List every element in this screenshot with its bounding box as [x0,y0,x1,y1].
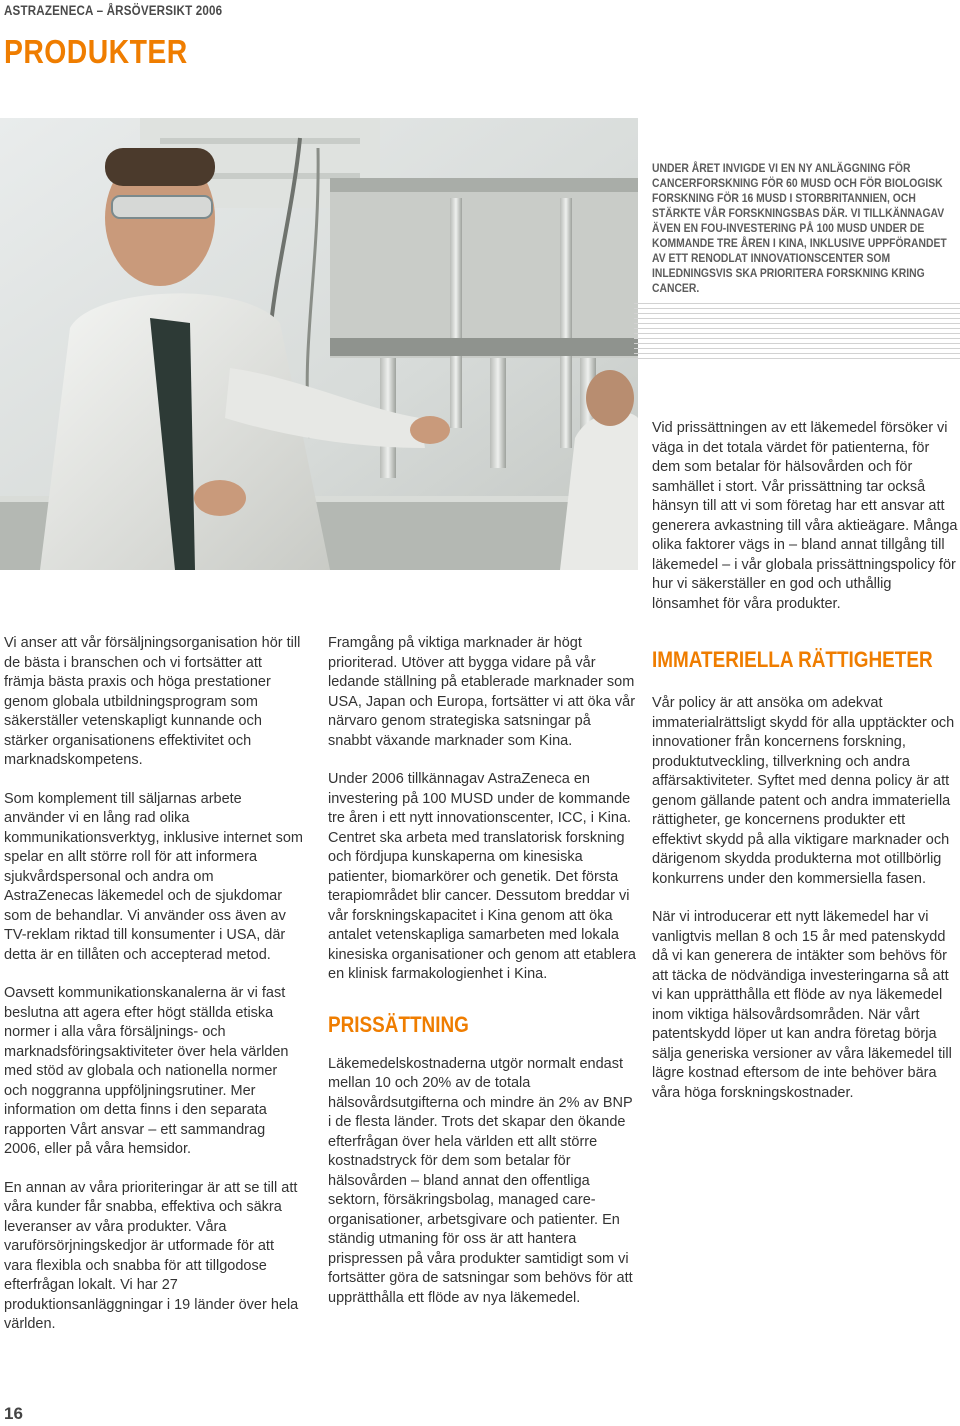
lab-photo [0,118,638,570]
page-title: PRODUKTER [4,33,188,70]
paragraph: När vi introducerar ett nytt läkemedel har vi vanligtvis mellan 8 och 15 år med patenskydd då vi kan generera de intäkter som behövs för att täcka de nödvändiga investeringarna så att vi kan upprätthålla ett flöde av nya läkemedel inom viktiga hälsovårdsområden. När vårt patentskydd löper ut kan andra företag börja sälja generiska versioner av våra läkemedel till lägre kostnad eftersom de inte behöver bära våra höga forskningskostnader. [652,909,952,1101]
middle-column [328,634,636,1327]
paragraph: Vår policy är att ansöka om adekvat immaterialrättsligt skydd för alla upptäckter och innovationer från koncernens forskning, produktutveckling, tillverkning och andra affärsaktiviteter. Syftet med denna policy är att genom gällande patent och andra immateriella rättigheter, ge koncernens produkter ett effektivt skydd på alla viktigare marknader och därigenom skydda produkterna mot otillbörlig konkurrens under den kommersiella fasen. [652,695,955,887]
paragraph: Läkemedelskostnaderna utgör normalt endast mellan 10 och 20% av de totala hälsovårdsutgifterna och mindre än 2% av BNP i de flesta länder. Trots det skapar den ökande efterfrågan över hela världen ett allt större kostnadstryck för dem som betalar för hälsovården – bland annat den offentliga sektorn, försäkringsbolag, managed care-organisationer, arbetsgivare och patienter. En ständig utmaning för oss är att hantera prispressen på våra produkter samtidigt som vi fortsätter göra de satsningar som behövs för att upprätthålla ett flöde av nya läkemedel. [328,1055,633,1306]
section-heading-immateriella-rattigheter: IMMATERIELLA RÄTTIGHETER [652,647,933,672]
pricing-intro-paragraph: Vid prissättningen av ett läkemedel försöker vi väga in det totala värdet för patienterna, för dem som betalar för hälsovården och för samhället i stort. Vår prissättning tar också hänsyn till att vi som företag har ett ansvar att generera avkastning till våra aktieägare. Många olika faktorer vägs in – bland annat tillgång till läkemedel – i vår globala prissättningspolicy för hur vi säkerställer en god och uthållig lönsamhet för våra produkter. [652,420,958,612]
running-header: ASTRAZENECA – ÅRSÖVERSIKT 2006 [4,3,223,18]
paragraph: Under 2006 tillkännagav AstraZeneca en investering på 100 MUSD under de kommande tre åren i ett nytt innovationscenter, ICC, i Kina. Centret ska arbeta med translatorisk forskning och fördjupa kunskaperna om kinesiska patienter, biomarkörer och genetik. Det första terapiområdet blir cancer. Dessutom breddar vi vår forskningskapacitet i Kina genom att öka antalet vetenskapliga samarbeten med lokala kinesiska organisationer och genom att etablera en klinisk farmakologienhet i Kina. [328,771,636,982]
decorative-rules [634,303,960,365]
paragraph: Som komplement till säljarnas arbete använder vi en lång rad olika kommunikationsverktyg, inklusive internet som spelar en allt större roll för att informera sjukvårdspersonal och andra om AstraZenecas läkemedel och de sjukdomar som de behandlar. Vi använder oss även av TV-reklam riktad till konsumenter i USA, där detta är en tillåten och accepterad metod. [4,790,303,963]
paragraph: Vi anser att vår försäljningsorganisation hör till de bästa i branschen och vi fortsätter att främja bästa praxis och höga prestationer genom globala utbildningsprogram som säkerställer vetenskapligt kunnande och stärker organisationens effektivitet och marknadskompetens. [4,635,301,768]
section-heading-prissattning: PRISSÄTTNING [328,1011,469,1037]
photo-caption: UNDER ÅRET INVIGDE VI EN NY ANLÄGGNING FÖR CANCERFORSKNING FÖR 60 MUSD OCH FÖR BIOLOGISK FORSKNING FÖR 16 MUSD I STORBRITANNIEN, OCH STÄRKTE VÅR FORSKNINGSBAS DÄR. VI TILLKÄNNAGAV ÄVEN EN FOU-INVESTERING PÅ 100 MUSD UNDER DE KOMMANDE TRE ÅREN I KINA, INKLUSIVE UPPFÖRANDET AV ETT RENODLAT INNOVATIONSCENTER SOM INLEDNINGSVIS SKA PRIORITERA FORSKNING KRING CANCER. [652,161,947,295]
left-column [4,634,304,1354]
right-column [652,634,958,1122]
paragraph: Oavsett kommunikationskanalerna är vi fast beslutna att agera efter högt ställda etiska normer i alla våra försäljnings- och marknadsföringsaktiviteter över hela världen med stöd av globala och nationella normer och noggranna uppföljningsrutiner. Mer information om detta finns i den separata rapporten Vårt ansvar – ett sammandrag 2006, eller på våra hemsidor. [4,985,289,1157]
paragraph: Framgång på viktiga marknader är högt prioriterad. Utöver att bygga vidare på vår ledande ställning på etablerade marknader som USA, Japan och Europa, fortsätter vi att öka vår närvaro genom strategiska satsningar på snabbt växande marknader som Kina. [328,635,636,749]
page-number: 16 [4,1404,23,1423]
paragraph: En annan av våra prioriteringar är att se till att våra kunder får snabba, effektiva och säkra leveranser av våra produkter. Våra varuförsörjningskedjor är utformade för att vara flexibla och snabba för att tillgodose efterfrågan lokalt. Vi har 27 produktionsanläggningar i 19 länder över hela världen. [4,1179,299,1332]
